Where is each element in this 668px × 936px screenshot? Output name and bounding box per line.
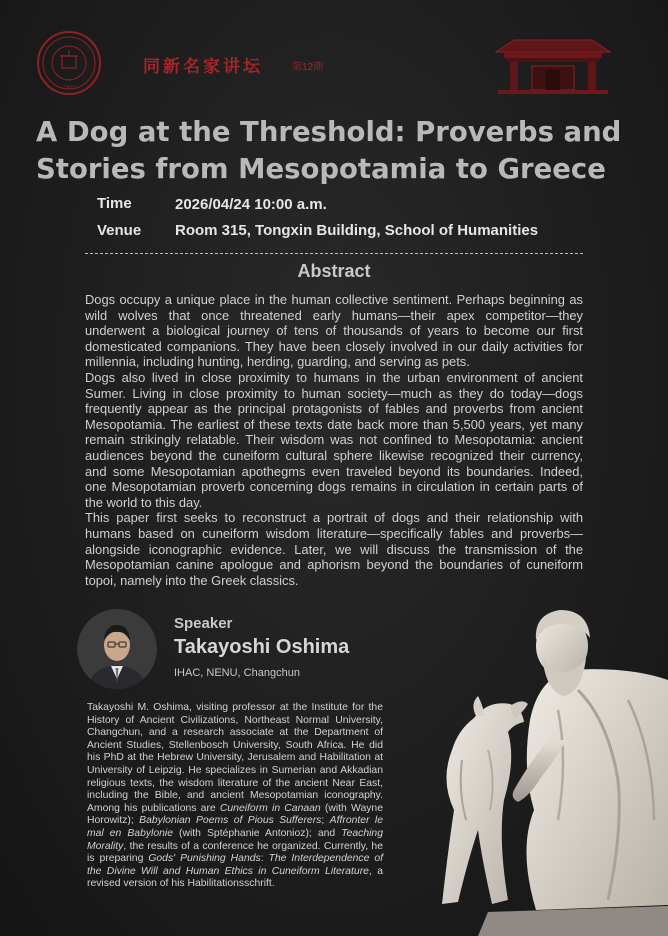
section-divider xyxy=(85,253,583,254)
bio-text: (with Sptéphanie Antonioz); and xyxy=(173,827,342,839)
bio-publication: The Interdependence of the Divine Will and Human Ethics in Cuneiform Literature xyxy=(87,853,384,877)
gate-building-icon xyxy=(494,36,612,94)
abstract-paragraph-3: This paper first seeks to reconstruct a portrait of dogs and their relationship with humans based on cuneiform wisdom literature—specifically fables and proverbs—alongside iconographic evidence. Later, we will discuss the transmission of the Mesopotamian canine apologue and aphorism beyond the boundaries of cuneiform topoi, namely into the Greek classics. xyxy=(85,510,583,588)
venue-label: Venue xyxy=(97,222,142,239)
bio-text: , a revised version of his Habilitationsschrift. xyxy=(87,865,383,890)
speaker-name: Takayoshi Oshima xyxy=(174,636,350,658)
venue-value: Room 315, Tongxin Building, School of Humanities xyxy=(175,222,539,239)
time-value: 2026/04/24 10:00 a.m. xyxy=(175,196,327,213)
abstract-paragraph-1: Dogs occupy a unique place in the human collective sentiment. Perhaps beginning as wild wolves that once threatened early humans—their apex competitor—they underwent a biological journey of tens of thousands of years to become our first domesticated companions. They have been closely involved in our daily activities for millennia, including hunting, herding, guarding, and serving as pets. xyxy=(85,292,583,370)
title-line-2: Stories from Mesopotamia to Greece xyxy=(36,153,606,185)
abstract-heading: Abstract xyxy=(297,261,371,281)
time-label: Time xyxy=(97,195,132,212)
philosopher-dog-statue-image xyxy=(418,600,668,936)
abstract-paragraph-2: Dogs also lived in close proximity to humans in the urban environment of ancient Sumer. Living in close proximity to human society—much as they do today—dogs frequently appear as the principal protagonists of fables and proverbs from ancient Mesopotamia. The earliest of these texts date back more than 5,500 years, yet many remain strikingly relatable. Their wisdom was not confined to Mesopotamia: ancient audiences beyond the cuneiform cultural sphere likewise recognized their currency, and some Mesopotamian apothegms even traveled beyond its boundaries. Indeed, one Mesopotamian proverb concerning dogs remains in circulation in certain parts of the world to this day. xyxy=(85,369,583,510)
speaker-avatar xyxy=(77,609,157,689)
bio-publication: Babylonian Poems of Pious Sufferers xyxy=(139,815,322,827)
bio-publication: Teaching Morality xyxy=(87,827,383,852)
speaker-affiliation: IHAC, NENU, Changchun xyxy=(174,667,300,679)
abstract-body xyxy=(85,292,583,588)
bio-text: : xyxy=(260,853,269,865)
issue-number: 第12期 xyxy=(292,62,324,73)
bio-text: Takayoshi M. Oshima, visiting professor at the Institute for the History of Ancient Civilizations, Northeast Normal University, Changchun, and a research associate at the Department of Ancient Studies, Stellenbosch University, South Africa. He did his PhD at the Hebrew University, Jerusalem and Habilitation at University of Leipzig. He specializes in Sumerian and Akkadian religious texts, the wisdom literature of the ancient Near East, including the Bible, and ancient Mesopotamian iconography. Among his publications are xyxy=(87,702,383,814)
lecture-series-brand: 同新名家讲坛 xyxy=(143,57,263,77)
title-line-1: A Dog at the Threshold: Proverbs and xyxy=(36,116,622,148)
bio-publication: Gods' Punishing Hands xyxy=(148,853,261,865)
speaker-bio xyxy=(87,702,383,891)
university-seal-icon xyxy=(36,30,102,96)
bio-text: ; xyxy=(321,815,330,827)
speaker-label: Speaker xyxy=(174,615,233,632)
bio-publication: Cuneiform in Canaan xyxy=(219,802,321,814)
bio-text: , the results of a conference he organized. Currently, he is preparing xyxy=(87,840,383,865)
bio-text: (with Wayne Horowitz); xyxy=(87,802,383,827)
lecture-title xyxy=(36,114,646,188)
bio-publication: Affronter le mal en Babylonie xyxy=(87,815,383,839)
svg-text:1907: 1907 xyxy=(62,85,76,91)
